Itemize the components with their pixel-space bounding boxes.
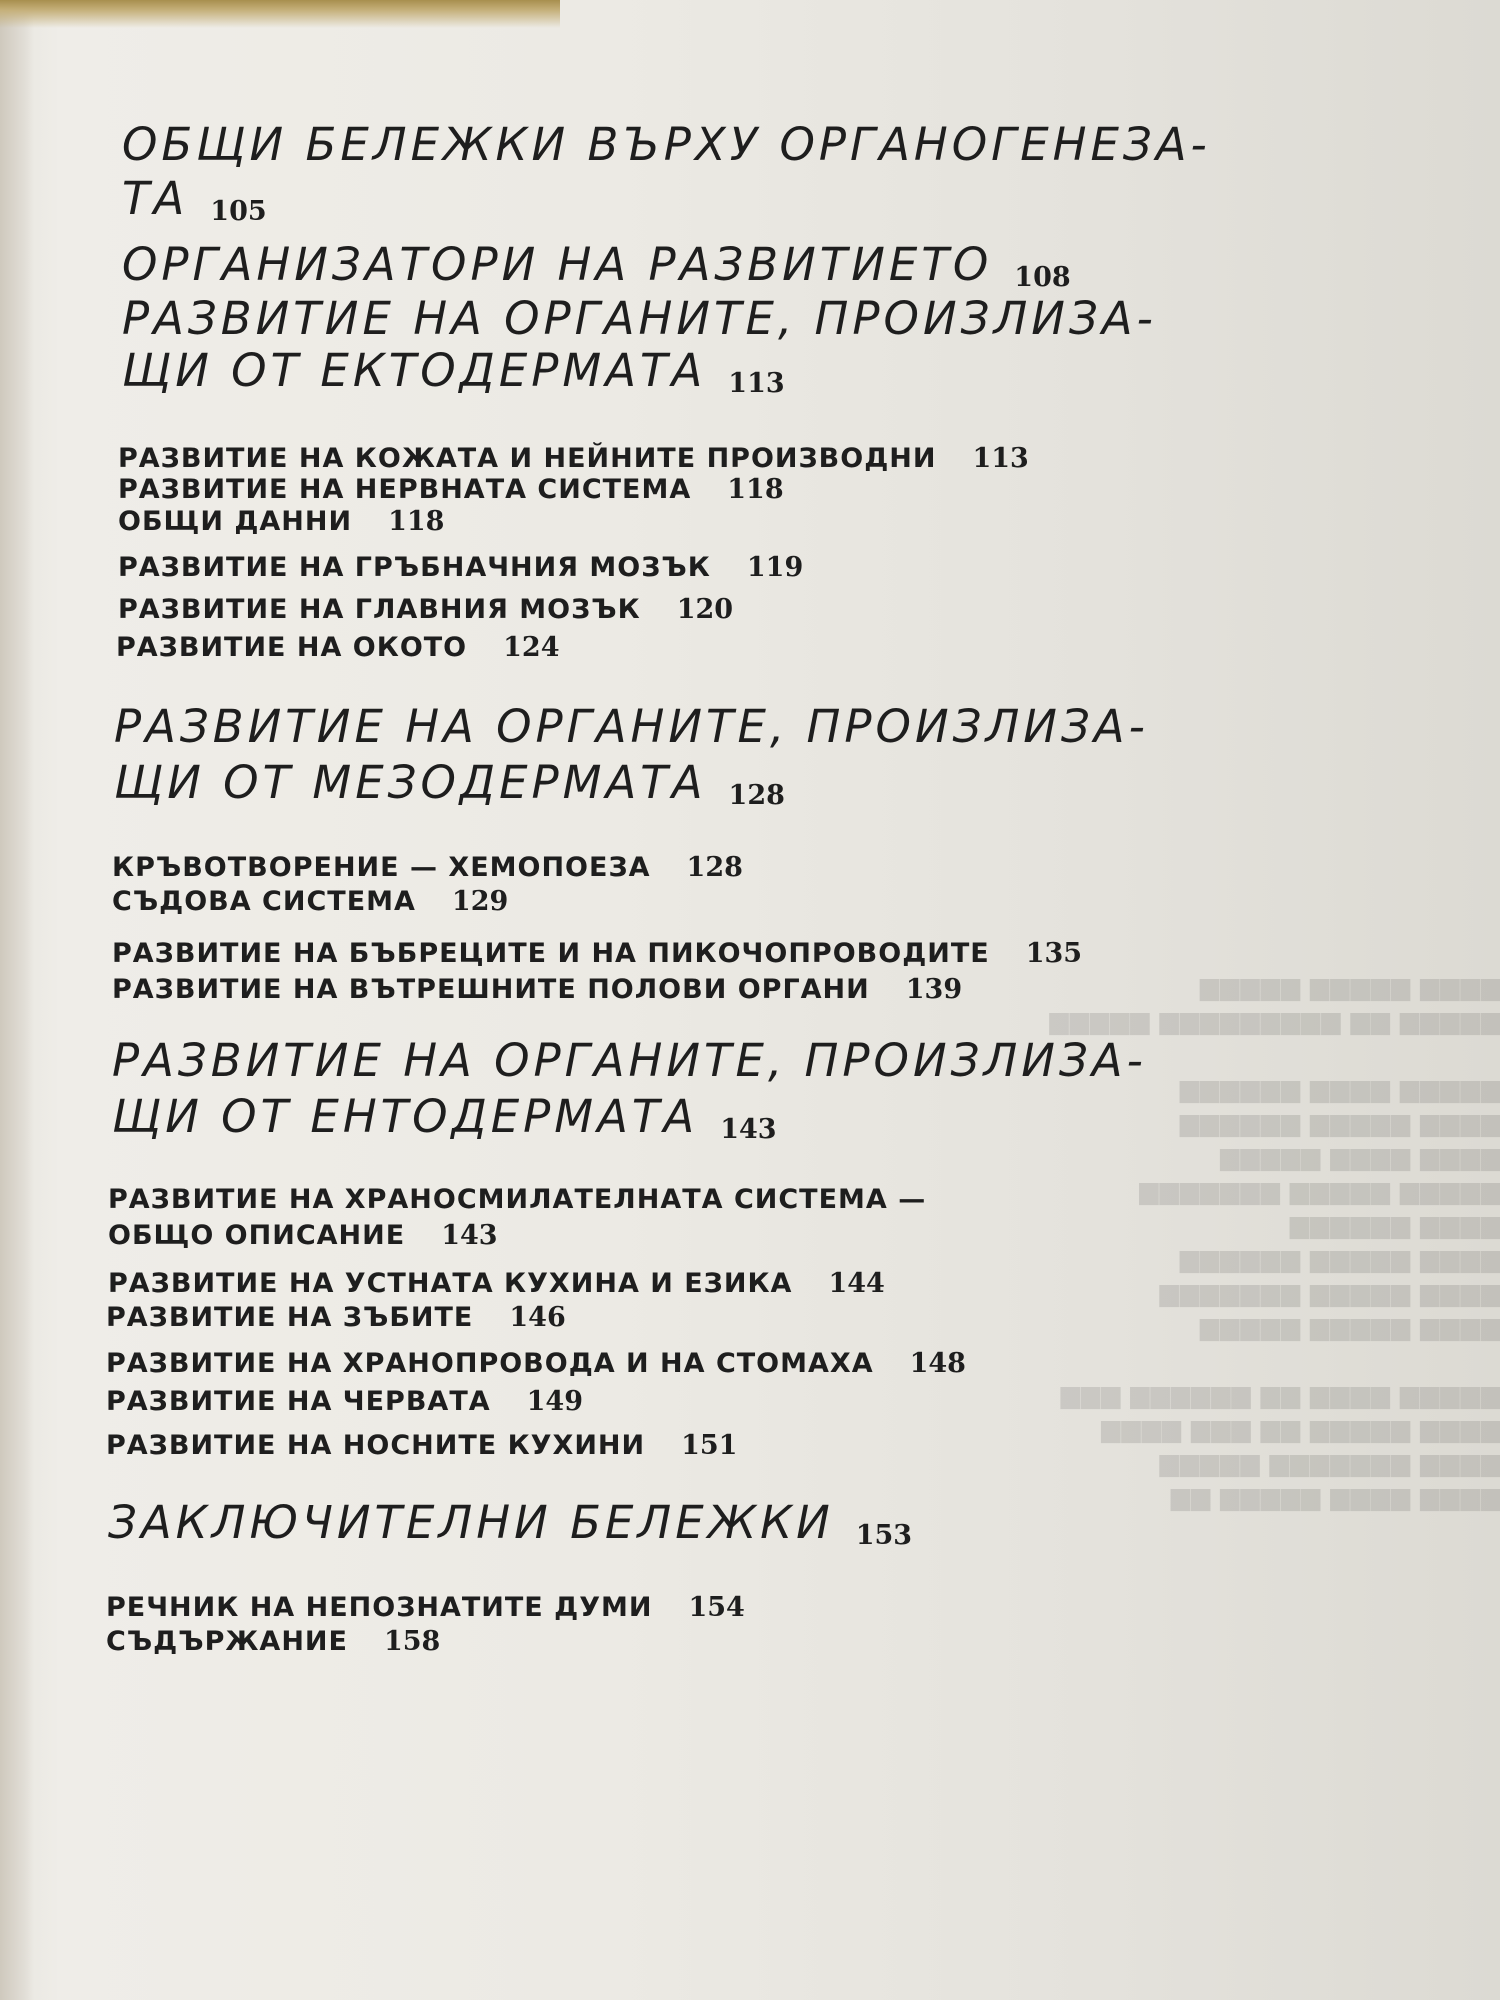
toc-page-number: 143	[720, 1114, 777, 1145]
toc-section-title: ЩИ ОТ ЕНТОДЕРМАТА 143	[112, 1090, 777, 1145]
toc-page-number: 128	[686, 852, 743, 883]
toc-item: РАЗВИТИЕ НА ВЪТРЕШНИТЕ ПОЛОВИ ОРГАНИ 139	[112, 974, 963, 1005]
toc-section-title: РАЗВИТИЕ НА ОРГАНИТЕ, ПРОИЗЛИЗА-	[114, 700, 1149, 753]
toc-section-title: ЗАКЛЮЧИТЕЛНИ БЕЛЕЖКИ 153	[108, 1496, 913, 1551]
toc-page-number: 149	[526, 1386, 584, 1417]
toc-item: СЪДОВА СИСТЕМА 129	[112, 886, 509, 917]
show-through-texture: ▆▆▆▆ ▆▆▆▆▆ ▆▆▆▆▆ ▆▆▆▆▆ ▆▆ ▆▆▆▆▆▆▆▆▆ ▆▆▆▆▆ ▆▆▆▆▆ ▆▆▆▆ ▆▆▆▆▆▆ ▆▆▆▆ ▆▆▆▆▆ ▆▆▆▆▆▆ ▆▆▆▆ ▆▆▆▆ ▆▆▆▆▆ ▆▆▆▆▆ ▆▆▆▆▆ ▆▆▆▆▆▆▆ ▆▆▆▆ ▆▆▆▆▆▆ ▆▆▆▆ ▆▆▆▆▆ ▆▆▆▆▆▆ ▆▆▆▆ ▆▆▆▆▆ ▆▆▆▆▆▆▆ ▆▆▆▆ ▆▆▆▆▆ ▆▆▆▆▆ ▆▆▆▆▆ ▆▆▆▆ ▆▆ ▆▆▆▆▆▆ ▆▆▆ ▆▆▆▆ ▆▆▆▆▆ ▆▆ ▆▆▆ ▆▆▆▆ ▆▆▆▆ ▆▆▆▆▆▆▆ ▆▆▆▆▆ ▆▆▆▆ ▆▆▆▆ ▆▆▆▆▆ ▆▆	[1048, 972, 1500, 1511]
toc-item: РАЗВИТИЕ НА КОЖАТА И НЕЙНИТЕ ПРОИЗВОДНИ 113	[118, 443, 1029, 474]
toc-page-number: 129	[451, 886, 509, 917]
toc-item: РЕЧНИК НА НЕПОЗНАТИТЕ ДУМИ 154	[106, 1592, 745, 1623]
toc-item: СЪДЪРЖАНИЕ 158	[106, 1626, 441, 1657]
toc-item: РАЗВИТИЕ НА ОКОТО 124	[116, 632, 560, 663]
toc-item: РАЗВИТИЕ НА ГРЪБНАЧНИЯ МОЗЪК 119	[118, 552, 804, 583]
toc-page-number: 139	[905, 974, 963, 1005]
page-top-stain	[0, 0, 560, 28]
toc-page-number: 124	[503, 632, 560, 663]
toc-page-number: 120	[676, 594, 734, 625]
toc-page-number: 128	[728, 780, 785, 811]
toc-section-title: РАЗВИТИЕ НА ОРГАНИТЕ, ПРОИЗЛИЗА-	[122, 292, 1157, 345]
toc-page-number: 108	[1014, 262, 1071, 293]
toc-section-title: ЩИ ОТ МЕЗОДЕРМАТА 128	[114, 756, 785, 811]
toc-page-number: 151	[681, 1430, 738, 1461]
toc-page-number: 144	[828, 1268, 885, 1299]
toc-page-number: 118	[727, 474, 784, 505]
toc-page-number: 118	[388, 506, 445, 537]
toc-item: КРЪВОТВОРЕНИЕ — ХЕМОПОЕЗА 128	[112, 852, 743, 883]
toc-item: ОБЩО ОПИСАНИЕ 143	[108, 1220, 498, 1251]
toc-page-number: 143	[441, 1220, 498, 1251]
toc-page-number: 153	[855, 1520, 913, 1551]
toc-item: РАЗВИТИЕ НА НЕРВНАТА СИСТЕМА 118	[118, 474, 784, 505]
toc-item: РАЗВИТИЕ НА БЪБРЕЦИТЕ И НА ПИКОЧОПРОВОДИТЕ 135	[112, 938, 1083, 969]
toc-page-number: 154	[688, 1592, 745, 1623]
toc-section-title: ТА 105	[122, 172, 267, 227]
toc-item: РАЗВИТИЕ НА ЧЕРВАТА 149	[106, 1386, 584, 1417]
toc-page-number: 146	[509, 1302, 566, 1333]
toc-section-title: ОРГАНИЗАТОРИ НА РАЗВИТИЕТО 108	[122, 238, 1071, 293]
toc-item: ОБЩИ ДАННИ 118	[118, 506, 445, 537]
toc-item: РАЗВИТИЕ НА УСТНАТА КУХИНА И ЕЗИКА 144	[108, 1268, 885, 1299]
toc-page-number: 148	[909, 1348, 966, 1379]
toc-item: РАЗВИТИЕ НА ЗЪБИТЕ 146	[106, 1302, 566, 1333]
toc-section-title: ЩИ ОТ ЕКТОДЕРМАТА 113	[122, 344, 785, 399]
toc-section-title: РАЗВИТИЕ НА ОРГАНИТЕ, ПРОИЗЛИЗА-	[112, 1034, 1147, 1087]
page-spine-shadow	[0, 0, 34, 2000]
toc-item: РАЗВИТИЕ НА НОСНИТЕ КУХИНИ 151	[106, 1430, 738, 1461]
toc-page-number: 135	[1025, 938, 1083, 969]
toc-page-number: 158	[383, 1626, 441, 1657]
toc-page-number: 113	[972, 443, 1029, 474]
toc-page-number: 119	[746, 552, 804, 583]
toc-page-number: 105	[210, 196, 267, 227]
toc-item: РАЗВИТИЕ НА ХРАНОСМИЛАТЕЛНАТА СИСТЕМА —	[108, 1184, 927, 1215]
toc-item: РАЗВИТИЕ НА ГЛАВНИЯ МОЗЪК 120	[118, 594, 734, 625]
toc-item: РАЗВИТИЕ НА ХРАНОПРОВОДА И НА СТОМАХА 148	[106, 1348, 966, 1379]
toc-page-number: 113	[728, 368, 785, 399]
toc-section-title: ОБЩИ БЕЛЕЖКИ ВЪРХУ ОРГАНОГЕНЕЗА-	[122, 118, 1211, 171]
